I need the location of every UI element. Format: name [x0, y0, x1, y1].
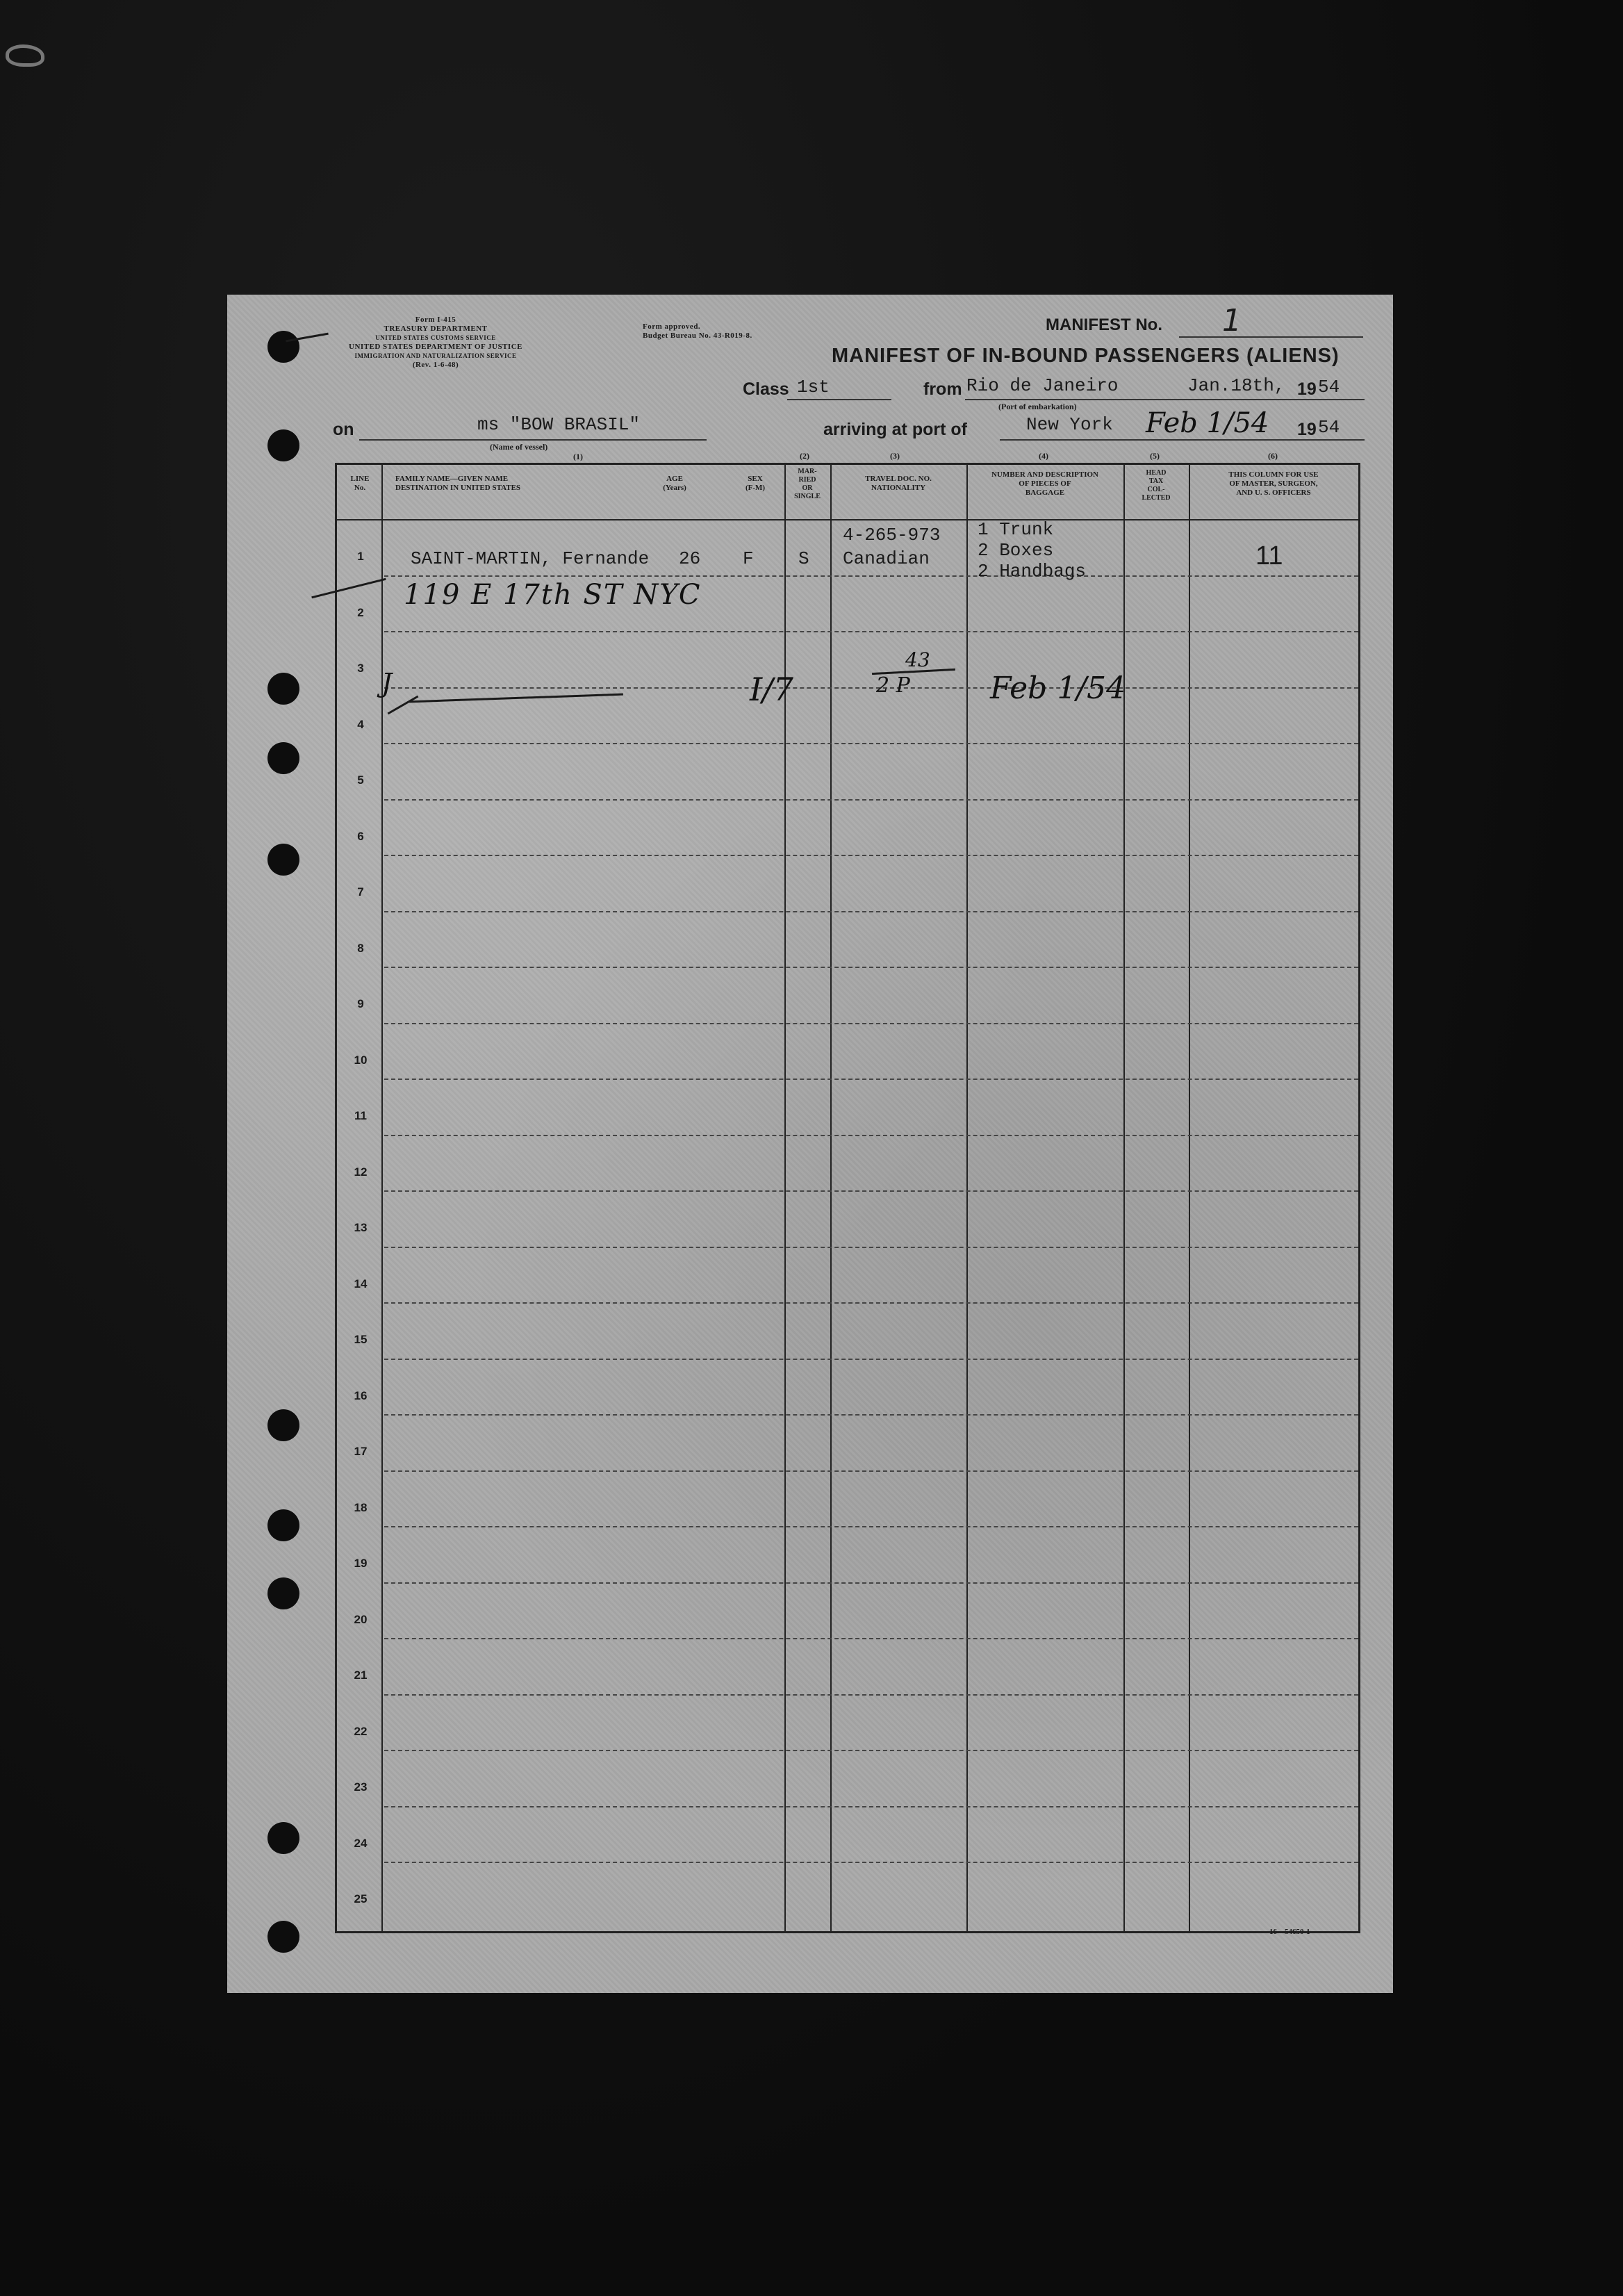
year-value: 54 [1318, 417, 1340, 438]
manifest-number-line [1179, 336, 1363, 338]
header-text: NUMBER AND DESCRIPTION [991, 470, 1099, 479]
column-divider [1189, 465, 1190, 1931]
row-rule [384, 1302, 1358, 1304]
header-text: NATIONALITY [871, 484, 926, 492]
baggage-item: 2 Boxes [978, 540, 1054, 561]
form-agency-block [331, 315, 540, 370]
signature-scrawl: J [381, 668, 391, 698]
baggage-item: 1 Trunk [978, 519, 1054, 540]
punch-hole [267, 844, 299, 876]
agency-line: IMMIGRATION AND NATURALIZATION SERVICE [354, 352, 517, 359]
row-rule [384, 1750, 1358, 1751]
row-rule [384, 1806, 1358, 1807]
annotation-fraction-top: 43 [905, 648, 930, 671]
row-number: 4 [357, 717, 364, 731]
passenger-marital-status: S [798, 548, 809, 569]
column-number: (2) [800, 451, 809, 461]
class-label: Class [743, 379, 789, 399]
passenger-age: 26 [679, 548, 701, 569]
signature-scrawl [388, 696, 419, 715]
scan-mark [6, 44, 44, 67]
row-number: 1 [357, 550, 364, 564]
row-number: 17 [354, 1445, 368, 1459]
header-text: SINGLE [794, 493, 821, 500]
row-number: 3 [357, 662, 364, 675]
header-text: DESTINATION IN UNITED STATES [395, 484, 521, 492]
on-label: on [333, 420, 354, 439]
row-number: 19 [354, 1557, 368, 1571]
column-number: (1) [573, 452, 583, 461]
col-header-age [654, 475, 695, 493]
row-rule [384, 911, 1358, 912]
row-rule [384, 1135, 1358, 1136]
col-header-travel-doc [832, 475, 965, 493]
agency-line: UNITED STATES CUSTOMS SERVICE [375, 334, 496, 341]
row-number: 13 [354, 1221, 368, 1235]
col-header-name [395, 475, 576, 493]
row-rule [384, 1862, 1358, 1863]
port-of-embarkation: Rio de Janeiro [966, 375, 1119, 396]
row-rule [384, 1023, 1358, 1024]
row-number: 21 [354, 1668, 368, 1682]
header-text: LECTED [1142, 494, 1171, 502]
punch-hole [267, 673, 299, 705]
manifest-sheet [227, 295, 1393, 1993]
column-divider [966, 465, 968, 1931]
header-text: No. [354, 484, 366, 492]
departure-date: Jan.18th, [1187, 375, 1285, 396]
year-prefix: 19 [1297, 379, 1317, 399]
revision-line: (Rev. 1-6-48) [412, 361, 459, 369]
row-number: 24 [354, 1836, 368, 1850]
passenger-table [335, 451, 1360, 1933]
port-sublabel: (Port of embarkation) [998, 402, 1077, 411]
row-rule [384, 743, 1358, 744]
agency-line: TREASURY DEPARTMENT [384, 325, 488, 333]
row-rule [384, 967, 1358, 968]
header-text: AND U. S. OFFICERS [1236, 489, 1311, 497]
from-label: from [923, 379, 962, 399]
punch-hole [267, 331, 299, 363]
row-rule [384, 1694, 1358, 1696]
col-header-line [340, 475, 380, 493]
row-rule [384, 1247, 1358, 1248]
punch-hole [267, 742, 299, 774]
manifest-number-label: MANIFEST No. [1046, 315, 1162, 334]
row-rule [384, 1414, 1358, 1416]
travel-doc-number: 4-265-973 [843, 525, 941, 546]
row-rule [384, 575, 1358, 577]
column-number: (3) [890, 451, 900, 461]
row-number: 2 [357, 605, 364, 619]
row-rule [384, 855, 1358, 856]
row-number: 18 [354, 1500, 368, 1514]
punch-hole [267, 1409, 299, 1441]
passenger-name: SAINT-MARTIN, Fernande [411, 548, 650, 569]
row-number: 11 [354, 1109, 367, 1123]
col-header-officers [1190, 470, 1357, 498]
header-text: OF PIECES OF [1019, 479, 1071, 488]
arriving-label: arriving at port of [823, 420, 967, 439]
punch-hole [267, 1509, 299, 1541]
header-text: OF MASTER, SURGEON, [1229, 479, 1318, 488]
approval-block [643, 322, 752, 341]
header-text: OR [802, 484, 813, 492]
row-rule [384, 1079, 1358, 1080]
header-text: MAR- [798, 468, 817, 475]
row-number: 6 [357, 829, 364, 843]
punch-hole [267, 429, 299, 461]
punch-hole [267, 1822, 299, 1854]
row-number: 12 [354, 1165, 368, 1179]
col-header-sex [734, 475, 776, 493]
header-text: TAX [1148, 477, 1164, 485]
header-text: RIED [798, 476, 816, 484]
vessel-name: ms "BOW BRASIL" [477, 414, 641, 435]
row-number: 5 [357, 773, 364, 787]
header-text: HEAD [1146, 469, 1167, 477]
header-rule [337, 519, 1358, 520]
form-print-code: 16—54650-1 [1269, 1928, 1310, 1936]
nationality: Canadian [843, 548, 930, 569]
header-text: TRAVEL DOC. NO. [865, 475, 932, 483]
manifest-number-value: 1 [1222, 303, 1242, 338]
col-header-baggage [968, 470, 1122, 498]
column-number: (5) [1150, 451, 1160, 461]
row-number: 22 [354, 1724, 368, 1738]
passenger-sex: F [743, 548, 754, 569]
header-text: SEX [748, 475, 763, 483]
row-rule [384, 631, 1358, 632]
header-text: BAGGAGE [1025, 489, 1065, 497]
annotation-date: Feb 1/54 [990, 671, 1126, 706]
row-number: 16 [354, 1388, 368, 1402]
col-header-marital [786, 468, 829, 501]
row-number: 10 [354, 1053, 368, 1067]
column-divider [830, 465, 832, 1931]
row-number: 7 [357, 885, 364, 899]
row-number: 23 [354, 1780, 368, 1794]
row-rule [384, 1638, 1358, 1639]
page-title: MANIFEST OF IN-BOUND PASSENGERS (ALIENS) [832, 345, 1340, 367]
header-text: AGE [666, 475, 683, 483]
row-rule [384, 799, 1358, 801]
row-rule [384, 1359, 1358, 1360]
row-rule [384, 1470, 1358, 1472]
row-rule [384, 1582, 1358, 1584]
row-number: 14 [354, 1277, 368, 1290]
header-text: (F-M) [745, 484, 766, 492]
row-number: 20 [354, 1612, 368, 1626]
punch-hole [267, 1577, 299, 1609]
row-rule [384, 1190, 1358, 1192]
column-number: (6) [1268, 451, 1278, 461]
officer-note: 11 [1255, 541, 1283, 571]
header-text: LINE [350, 475, 370, 483]
year-value: 54 [1318, 377, 1340, 397]
row-number: 9 [357, 997, 364, 1011]
col-header-head-tax [1125, 469, 1187, 502]
year-prefix: 19 [1297, 420, 1317, 439]
approval-line: Form approved. [643, 322, 701, 331]
row-rule [384, 1526, 1358, 1527]
column-number: (4) [1039, 451, 1048, 461]
destination-address-handwritten: 119 E 17th ST NYC [404, 579, 702, 611]
class-line [787, 399, 891, 400]
class-value: 1st [797, 377, 830, 397]
annotation-code: I/7 [750, 671, 793, 708]
punch-hole [267, 1921, 299, 1953]
arrival-date-handwritten: Feb 1/54 [1146, 407, 1269, 439]
vessel-line [359, 439, 707, 441]
line-pointer-stroke [311, 578, 386, 599]
form-number: Form I-415 [415, 315, 456, 324]
row-number: 8 [357, 941, 364, 955]
approval-line: Budget Bureau No. 43-R019-8. [643, 331, 752, 340]
agency-line: UNITED STATES DEPARTMENT OF JUSTICE [349, 343, 522, 351]
vessel-sublabel: (Name of vessel) [490, 442, 548, 452]
header-text: THIS COLUMN FOR USE [1228, 470, 1319, 479]
row-number: 15 [354, 1333, 368, 1347]
header-text: (Years) [663, 484, 686, 492]
header-text: FAMILY NAME—GIVEN NAME [395, 475, 509, 483]
baggage-item: 2 Handbags [978, 561, 1087, 582]
row-number: 25 [354, 1892, 368, 1906]
port-of-arrival: New York [1026, 414, 1113, 435]
header-text: COL- [1147, 486, 1165, 493]
signature-scrawl [409, 694, 623, 703]
row-rule [384, 687, 1358, 689]
annotation-fraction-bottom: 2 P [876, 673, 910, 698]
